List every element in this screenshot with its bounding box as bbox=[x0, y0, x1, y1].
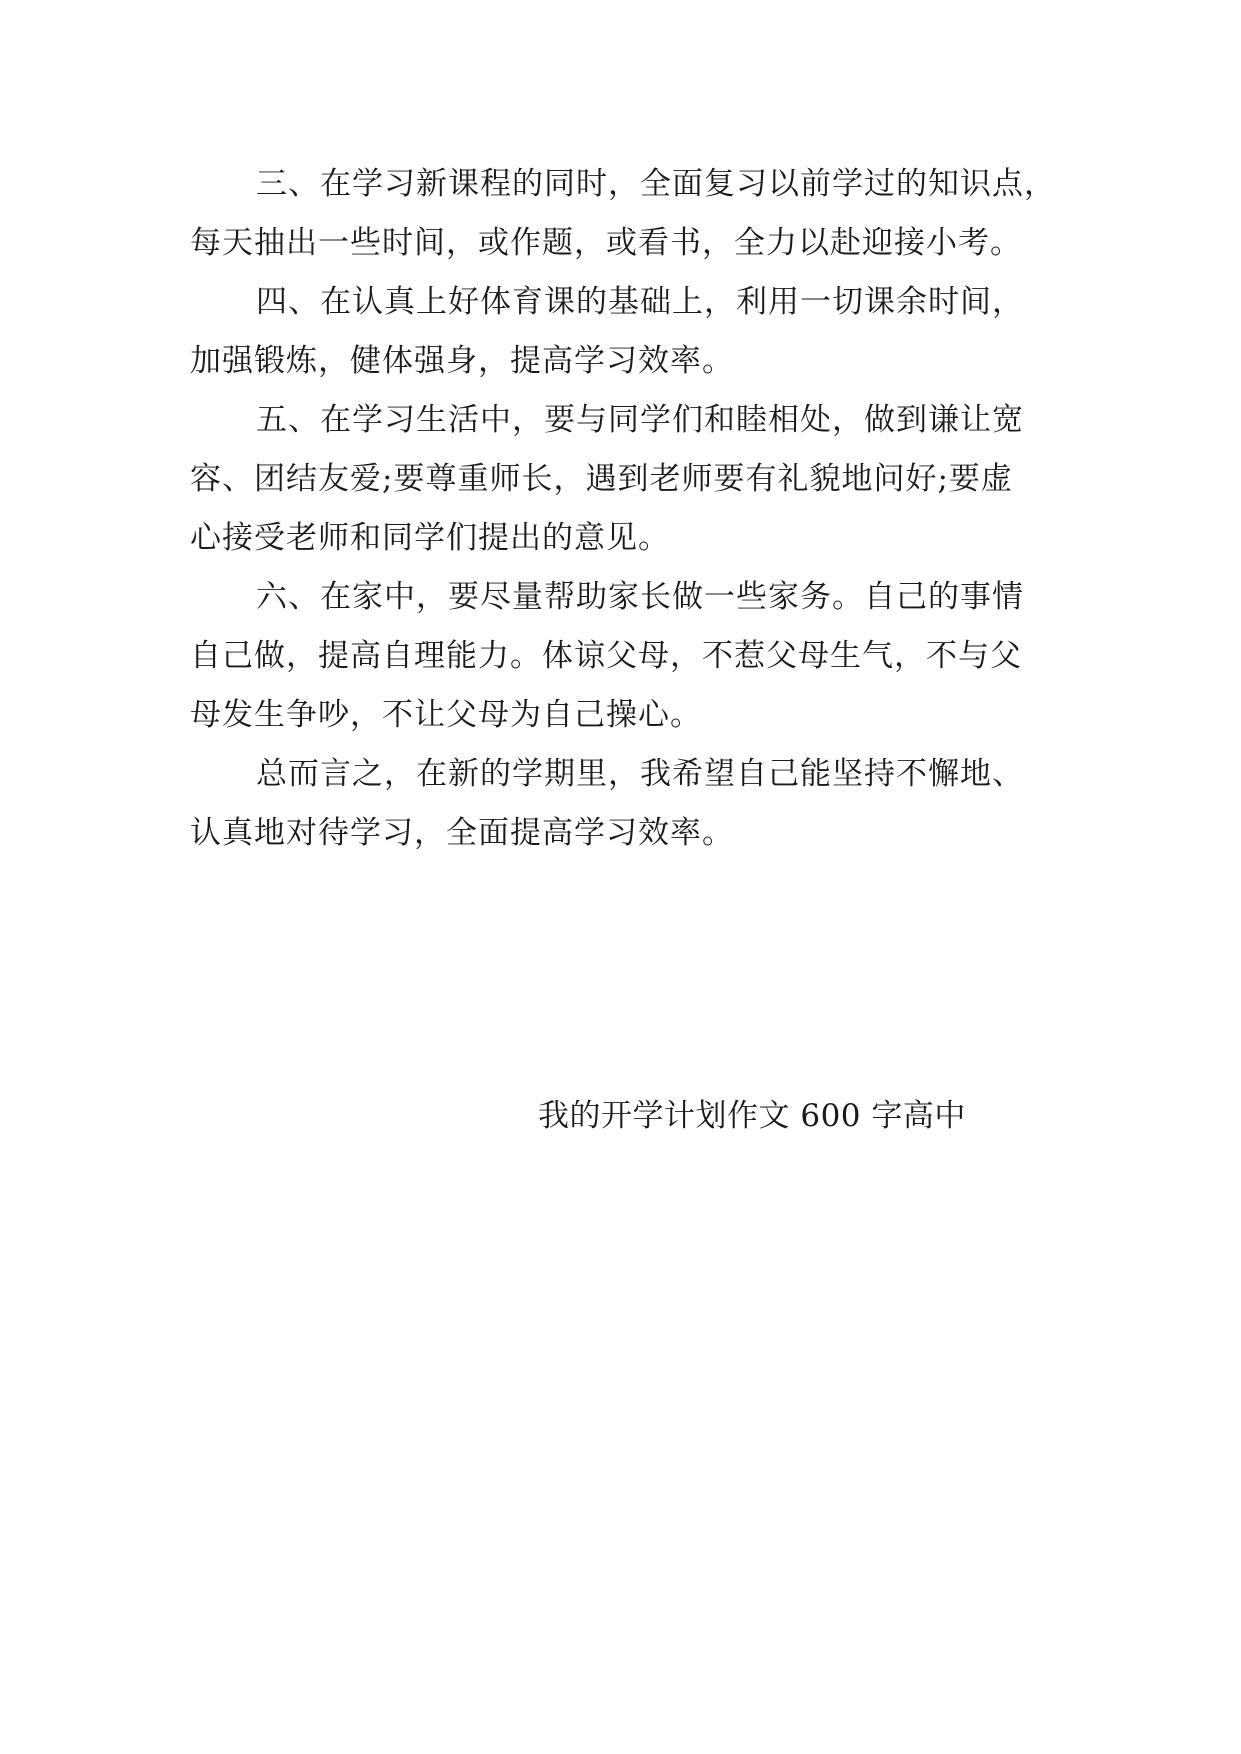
document-footer-title: 我的开学计划作文 600 字高中 bbox=[538, 1098, 966, 1134]
conclusion-line-1: 总而言之，在新的学期里，我希望自己能坚持不懈地、 bbox=[256, 756, 1024, 792]
paragraph-3-line-1: 三、在学习新课程的同时，全面复习以前学过的知识点， bbox=[256, 166, 1056, 202]
paragraph-6-line-2: 自己做，提高自理能力。体谅父母，不惹父母生气，不与父 bbox=[190, 638, 1022, 674]
conclusion-line-2: 认真地对待学习，全面提高学习效率。 bbox=[190, 815, 734, 851]
paragraph-5-line-3: 心接受老师和同学们提出的意见。 bbox=[190, 520, 670, 556]
paragraph-3-line-2: 每天抽出一些时间，或作题，或看书，全力以赴迎接小考。 bbox=[190, 225, 1022, 261]
paragraph-5-line-1: 五、在学习生活中，要与同学们和睦相处，做到谦让宽 bbox=[256, 402, 1024, 438]
paragraph-4-line-2: 加强锻炼，健体强身，提高学习效率。 bbox=[190, 343, 734, 379]
paragraph-5-line-2: 容、团结友爱;要尊重师长，遇到老师要有礼貌地问好;要虚 bbox=[190, 461, 1013, 497]
paragraph-6-line-1: 六、在家中，要尽量帮助家长做一些家务。自己的事情 bbox=[256, 579, 1024, 615]
paragraph-6-line-3: 母发生争吵，不让父母为自己操心。 bbox=[190, 697, 702, 733]
paragraph-4-line-1: 四、在认真上好体育课的基础上，利用一切课余时间， bbox=[256, 284, 1024, 320]
